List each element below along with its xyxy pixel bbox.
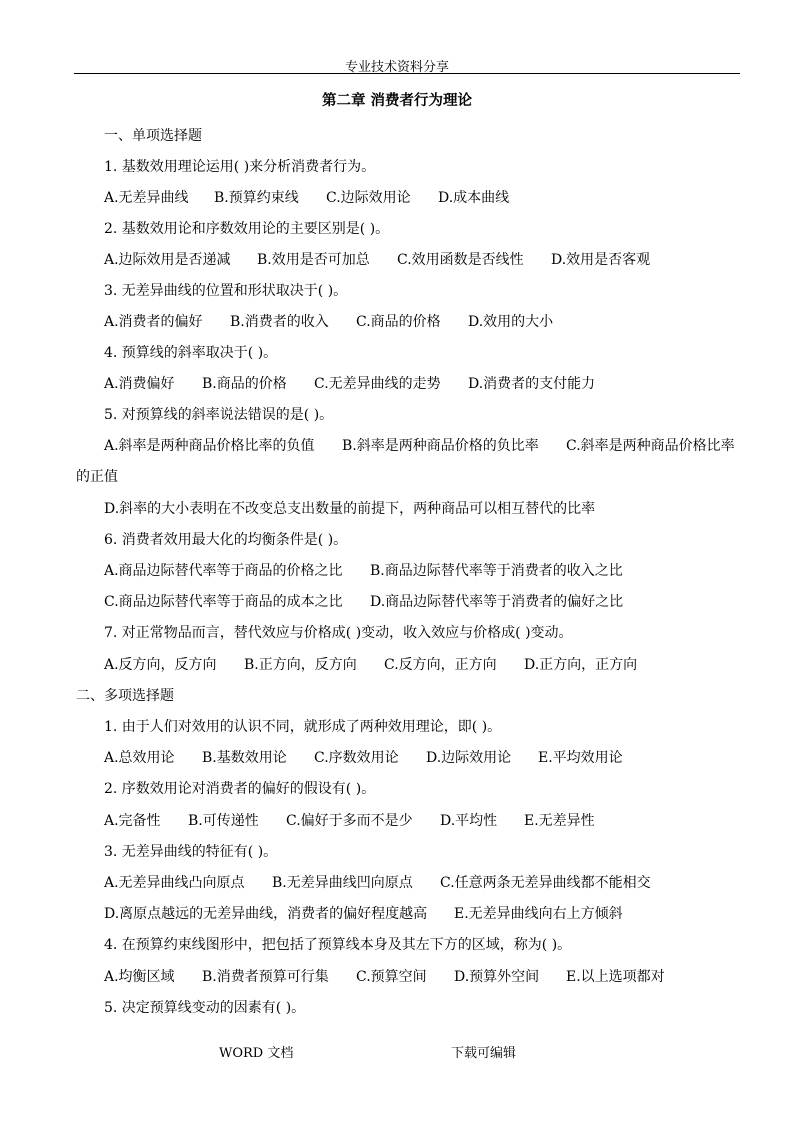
option: B.可传递性: [188, 813, 259, 829]
option: A.反方向，反方向: [104, 657, 217, 673]
option: D.效用是否客观: [551, 252, 651, 268]
header-rule: [74, 73, 740, 74]
s1-q5-option-wrap: 的正值: [76, 469, 118, 485]
option: C.序数效用论: [314, 750, 399, 766]
option: A.无差异曲线凸向原点: [104, 875, 245, 891]
s2-q5-text: 5. 决定预算线变动的因素有( )。: [104, 1000, 306, 1016]
option: D.商品边际替代率等于消费者的偏好之比: [370, 594, 624, 610]
s1-q5-option-d: D.斜率的大小表明在不改变总支出数量的前提下，两种商品可以相互替代的比率: [104, 501, 596, 517]
option: C.任意两条无差异曲线都不能相交: [440, 875, 651, 891]
chapter-title: 第二章 消费者行为理论: [321, 92, 473, 109]
s2-q3-options-row1: [104, 872, 651, 892]
option: C.效用函数是否线性: [397, 252, 524, 268]
footer-left: WORD 文档: [219, 1046, 294, 1061]
footer-right: 下载可编辑: [451, 1046, 517, 1061]
option: D.消费者的支付能力: [468, 376, 596, 392]
option: D.成本曲线: [438, 190, 510, 206]
s1-q2-options: [104, 249, 650, 269]
option: B.消费者的收入: [230, 314, 329, 330]
option: C.商品边际替代率等于商品的成本之比: [104, 594, 343, 610]
option: E.以上选项都对: [566, 969, 665, 985]
option: B.消费者预算可行集: [202, 969, 329, 985]
s1-q4-options: [104, 373, 595, 393]
s1-q2-text: 2. 基数效用论和序数效用论的主要区别是( )。: [104, 221, 390, 237]
s2-q4-text: 4. 在预算约束线图形中，把包括了预算线本身及其左下方的区域，称为( )。: [104, 937, 572, 953]
option: B.预算约束线: [214, 190, 299, 206]
option: A.完备性: [104, 813, 161, 829]
option: A.消费者的偏好: [104, 314, 203, 330]
option: B.效用是否可加总: [257, 252, 370, 268]
option: E.无差异曲线向右上方倾斜: [454, 906, 623, 922]
s2-q3-options-row2: [104, 903, 623, 923]
s2-q2-text: 2. 序数效用论对消费者的偏好的假设有( )。: [104, 781, 376, 797]
s1-q5-options: [104, 435, 735, 455]
option: B.无差异曲线凹向原点: [272, 875, 413, 891]
s2-q4-options: [104, 966, 665, 986]
option: B.基数效用论: [202, 750, 287, 766]
option: C.商品的价格: [356, 314, 441, 330]
option: A.无差异曲线: [104, 190, 189, 206]
s1-q7-text: 7. 对正常物品而言，替代效应与价格成( )变动，收入效应与价格成( )变动。: [104, 625, 573, 641]
option: C.无差异曲线的走势: [314, 376, 441, 392]
s1-q3-text: 3. 无差异曲线的位置和形状取决于( )。: [104, 283, 348, 299]
option: D.平均性: [440, 813, 498, 829]
s2-q3-text: 3. 无差异曲线的特征有( )。: [104, 844, 278, 860]
option: A.斜率是两种商品价格比率的负值: [104, 438, 315, 454]
s1-q1-options: [104, 187, 509, 207]
option: D.离原点越远的无差异曲线，消费者的偏好程度越高: [104, 906, 428, 922]
option: C.边际效用论: [326, 190, 411, 206]
s1-q7-options: [104, 654, 637, 674]
option: B.商品边际替代率等于消费者的收入之比: [370, 563, 623, 579]
option: A.总效用论: [104, 750, 175, 766]
option: A.边际效用是否递减: [104, 252, 231, 268]
s1-q1-text: 1. 基数效用理论运用( )来分析消费者行为。: [104, 159, 376, 175]
option: E.平均效用论: [538, 750, 623, 766]
option: C.反方向，正方向: [384, 657, 497, 673]
s1-q3-options: [104, 311, 553, 331]
option: C.预算空间: [356, 969, 427, 985]
option: B.商品的价格: [202, 376, 287, 392]
s2-q1-text: 1. 由于人们对效用的认识不同，就形成了两种效用理论，即( )。: [104, 719, 502, 735]
page-header: 专业技术资料分享: [344, 60, 449, 75]
option: A.商品边际替代率等于商品的价格之比: [104, 563, 343, 579]
option: C.偏好于多而不是少: [286, 813, 413, 829]
option: D.效用的大小: [468, 314, 554, 330]
option: A.消费偏好: [104, 376, 175, 392]
option: B.正方向，反方向: [244, 657, 357, 673]
s1-q5-text: 5. 对预算线的斜率说法错误的是( )。: [104, 407, 334, 423]
s2-q1-options: [104, 747, 623, 767]
option: D.正方向，正方向: [524, 657, 638, 673]
section1-heading: 一、单项选择题: [104, 128, 202, 144]
option: D.边际效用论: [426, 750, 512, 766]
section2-heading: 二、多项选择题: [76, 688, 174, 704]
s1-q6-text: 6. 消费者效用最大化的均衡条件是( )。: [104, 532, 348, 548]
option: C.斜率是两种商品价格比率: [566, 438, 735, 454]
option: B.斜率是两种商品价格的负比率: [342, 438, 539, 454]
option: A.均衡区域: [104, 969, 175, 985]
option: D.预算外空间: [454, 969, 540, 985]
s2-q2-options: [104, 810, 595, 830]
s1-q6-options-row2: [104, 591, 623, 611]
s1-q4-text: 4. 预算线的斜率取决于( )。: [104, 345, 278, 361]
option: E.无差异性: [524, 813, 595, 829]
s1-q6-options-row1: [104, 560, 623, 580]
